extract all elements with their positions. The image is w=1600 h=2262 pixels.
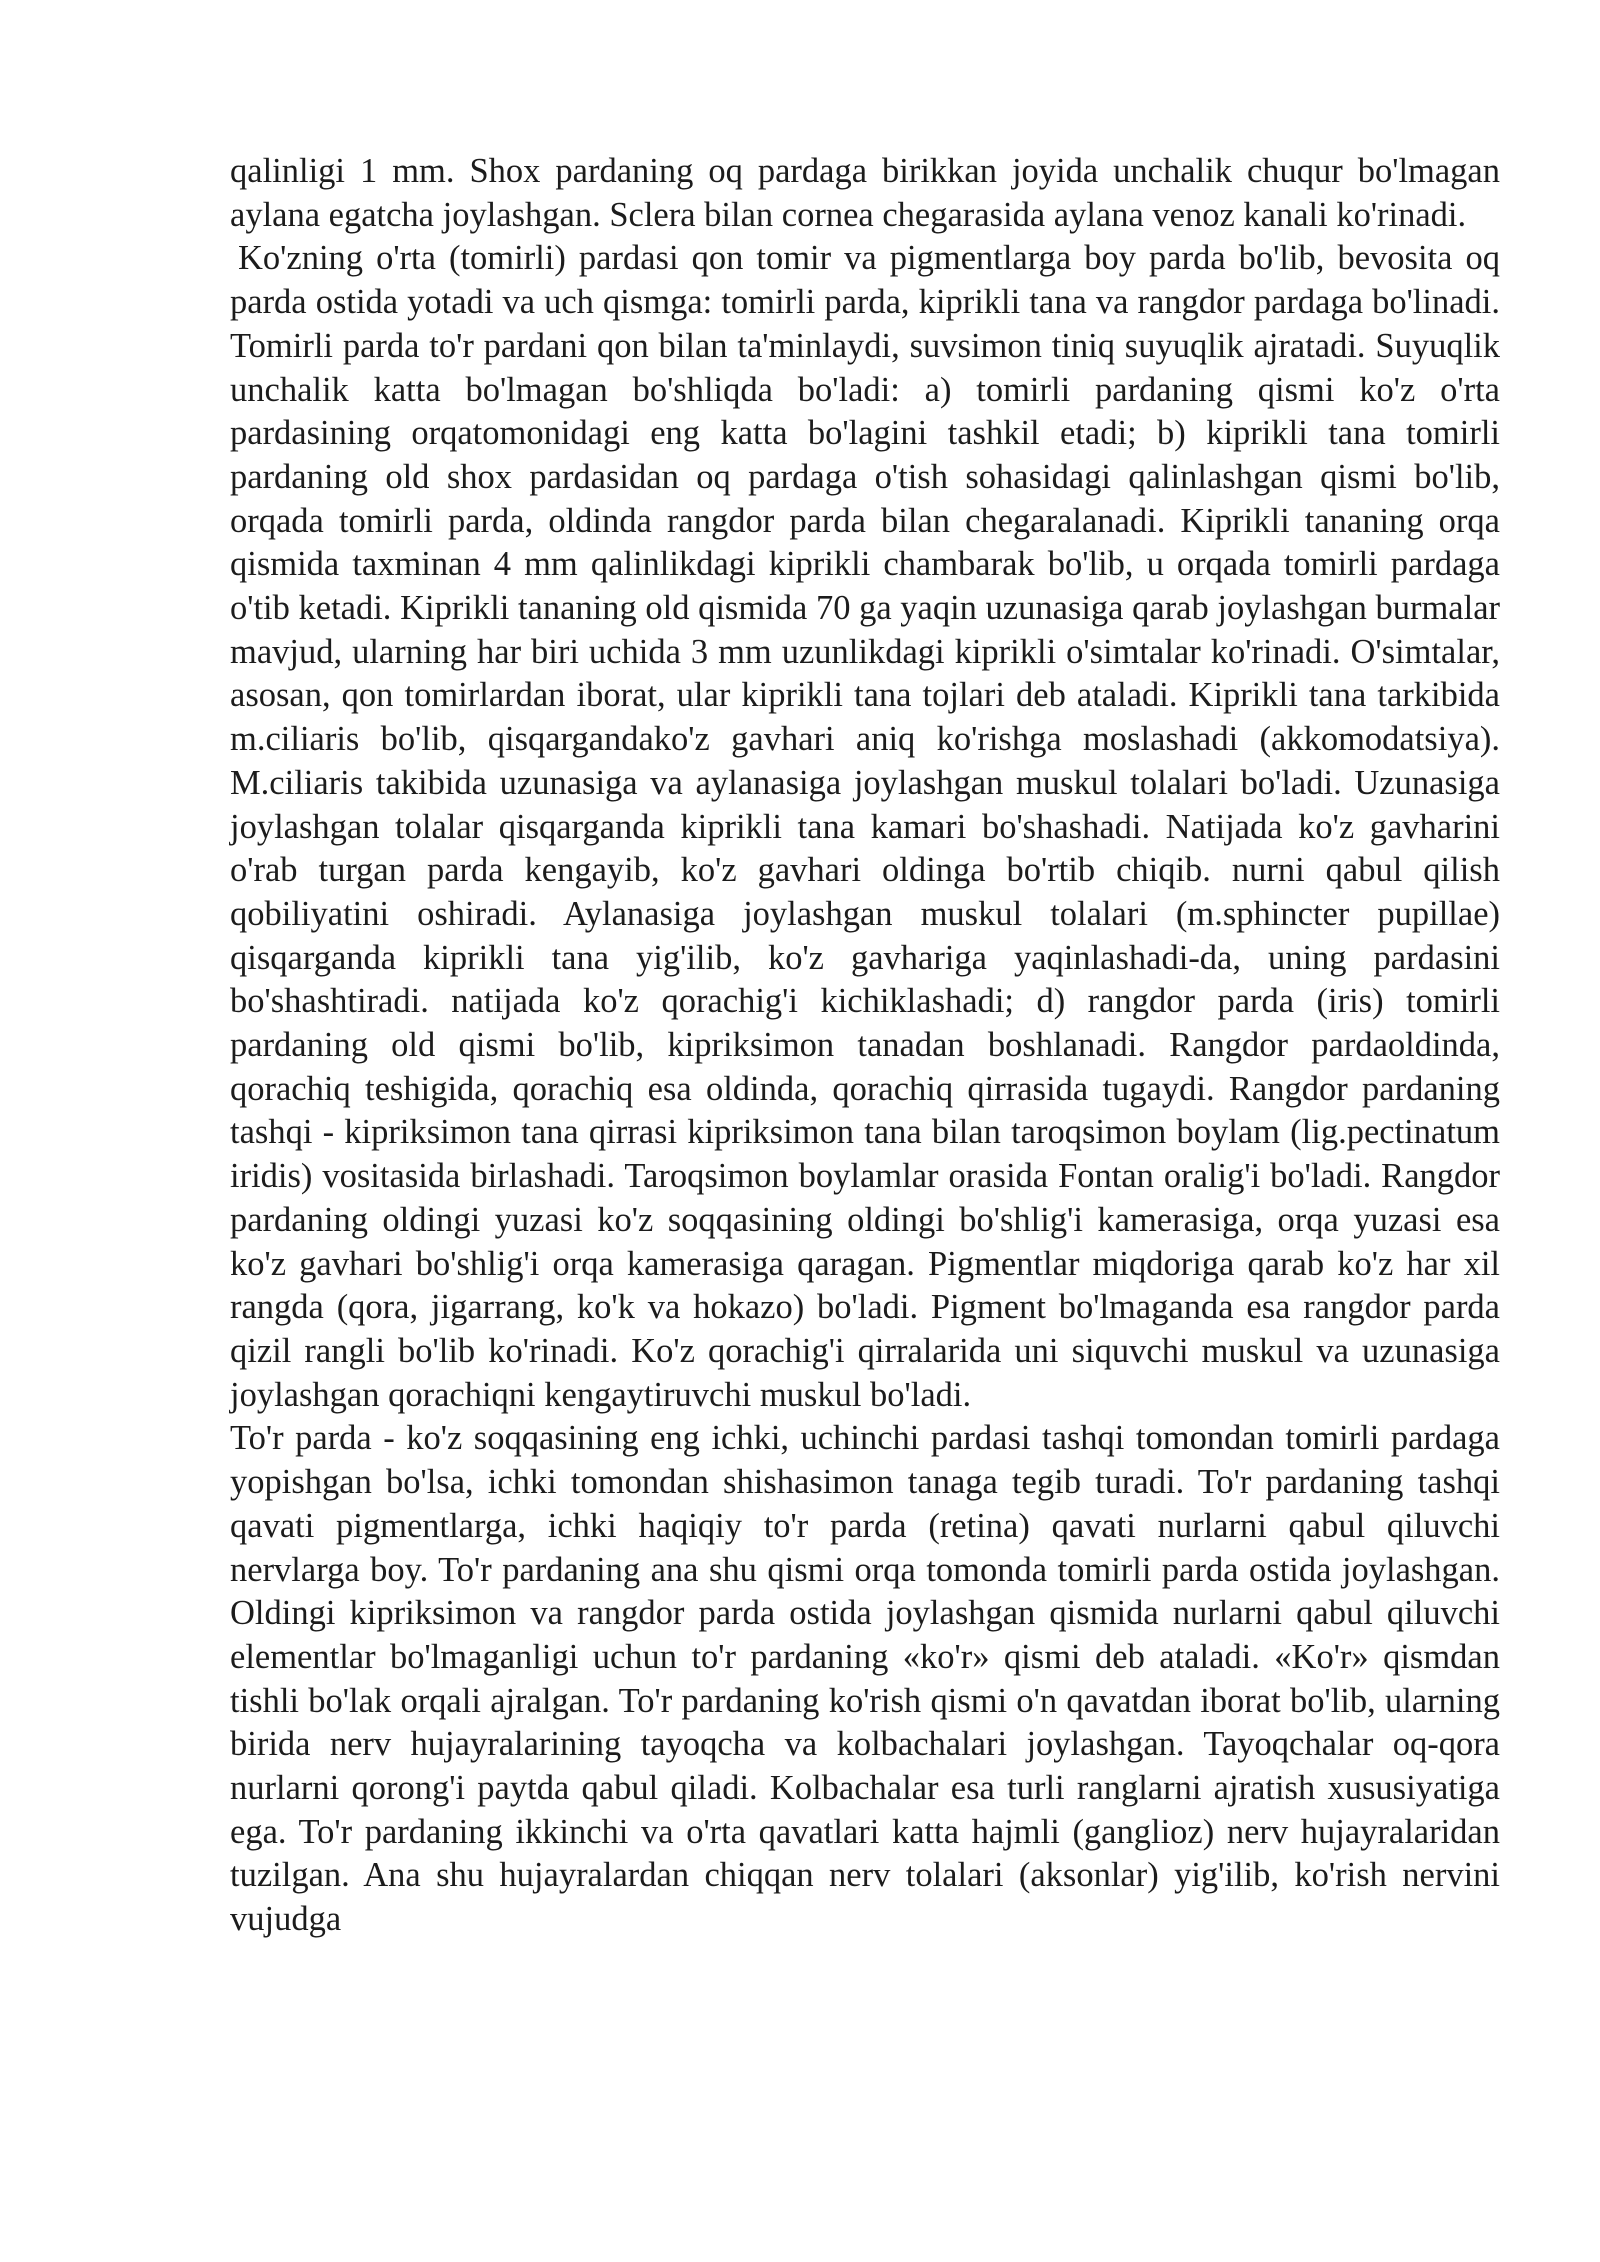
paragraph-middle-vascular-layer: Ko'zning o'rta (tomirli) pardasi qon tomir va pigmentlarga boy parda bo'lib, bevosita oq parda ostida yotadi va uch qismga: tomirli parda, kiprikli tana va rangdor pardaga bo'linadi. Tomirli parda to'r pardani qon bilan ta'minlaydi, suvsimon tiniq suyuqlik ajratadi. Suyuqlik unchalik katta bo'lmagan bo'shliqda bo'ladi: a) tomirli pardaning qismi ko'z o'rta pardasining orqatomonidagi eng katta bo'lagini tashkil etadi; b) kiprikli tana tomirli pardaning old shox pardasidan oq pardaga o'tish sohasidagi qalinlashgan qismi bo'lib, orqada tomirli parda, oldinda rangdor parda bilan chegaralanadi. Kiprikli tananing orqa qismida taxminan 4 mm qalinlikdagi kiprikli chambarak bo'lib, u orqada tomirli pardaga o'tib ketadi. Kiprikli tananing old qismida 70 ga yaqin uzunasiga qarab joylashgan burmalar mavjud, ularning har biri uchida 3 mm uzunlikdagi kiprikli o'simtalar ko'rinadi. O'simtalar, asosan, qon tomirlardan iborat, ular kiprikli tana tojlari deb ataladi. Kiprikli tana tarkibida m.ciliaris bo'lib, qisqargandako'z gavhari aniq ko'rishga moslashadi (akkomodatsiya). M.ciliaris takibida uzunasiga va aylanasiga joylashgan muskul tolalari bo'ladi. Uzunasiga joylashgan tolalar qisqarganda kiprikli tana kamari bo'shashadi. Natijada ko'z gavharini o'rab turgan parda kengayib, ko'z gavhari oldinga bo'rtib chiqib. nurni qabul qilish qobiliyatini oshiradi. Aylanasiga joylashgan muskul tolalari (m.sphincter pupillae) qisqarganda kiprikli tana yig'ilib, ko'z gavhariga yaqinlashadi-da, uning pardasini bo'shashtiradi. natijada ko'z qorachig'i kichiklashadi; d) rangdor parda (iris) tomirli pardaning old qismi bo'lib, kipriksimon tanadan boshlanadi. Rangdor pardaoldinda, qorachiq teshigida, qorachiq esa oldinda, qorachiq qirrasida tugaydi. Rangdor pardaning tashqi - kipriksimon tana qirrasi kipriksimon tana bilan taroqsimon boylam (lig.pectinatum iridis) vositasida birlashadi. Taroqsimon boylamlar orasida Fontan oralig'i bo'ladi. Rangdor pardaning oldingi yuzasi ko'z soqqasining oldingi bo'shlig'i kamerasiga, orqa yuzasi esa ko'z gavhari bo'shlig'i orqa kamerasiga qaragan. Pigmentlar miqdoriga qarab ko'z har xil rangda (qora, jigarrang, ko'k va hokazo) bo'ladi. Pigment bo'lmaganda esa rangdor parda qizil rangli bo'lib ko'rinadi. Ko'z qorachig'i qirralarida uni siquvchi muskul va uzunasiga joylashgan qorachiqni kengaytiruvchi muskul bo'ladi. (230, 239, 1500, 1414)
paragraph-sclera-continuation: qalinligi 1 mm. Shox pardaning oq pardaga birikkan joyida unchalik chuqur bo'lmagan aylana egatcha joylashgan. Sclera bilan cornea chegarasida aylana venoz kanali ko'rinadi. (230, 152, 1500, 234)
body-text (230, 150, 1500, 1942)
paragraph-retina: To'r parda - ko'z soqqasining eng ichki, uchinchi pardasi tashqi tomondan tomirli pardaga yopishgan bo'lsa, ichki tomondan shishasimon tanaga tegib turadi. To'r pardaning tashqi qavati pigmentlarga, ichki haqiqiy to'r parda (retina) qavati nurlarni qabul qiluvchi nervlarga boy. To'r pardaning ana shu qismi orqa tomonda tomirli parda ostida joylashgan. Oldingi kipriksimon va rangdor parda ostida joylashgan qismida nurlarni qabul qiluvchi elementlar bo'lmaganligi uchun to'r pardaning «ko'r» qismi deb ataladi. «Ko'r» qismdan tishli bo'lak orqali ajralgan. To'r pardaning ko'rish qismi o'n qavatdan iborat bo'lib, ularning birida nerv hujayralarining tayoqcha va kolbachalari joylashgan. Tayoqchalar oq-qora nurlarni qorong'i paytda qabul qiladi. Kolbachalar esa turli ranglarni ajratish xususiyatiga ega. To'r pardaning ikkinchi va o'rta qavatlari katta hajmli (ganglioz) nerv hujayralaridan tuzilgan. Ana shu hujayralardan chiqqan nerv tolalari (aksonlar) yig'ilib, ko'rish nervini vujudga (230, 1419, 1500, 1939)
